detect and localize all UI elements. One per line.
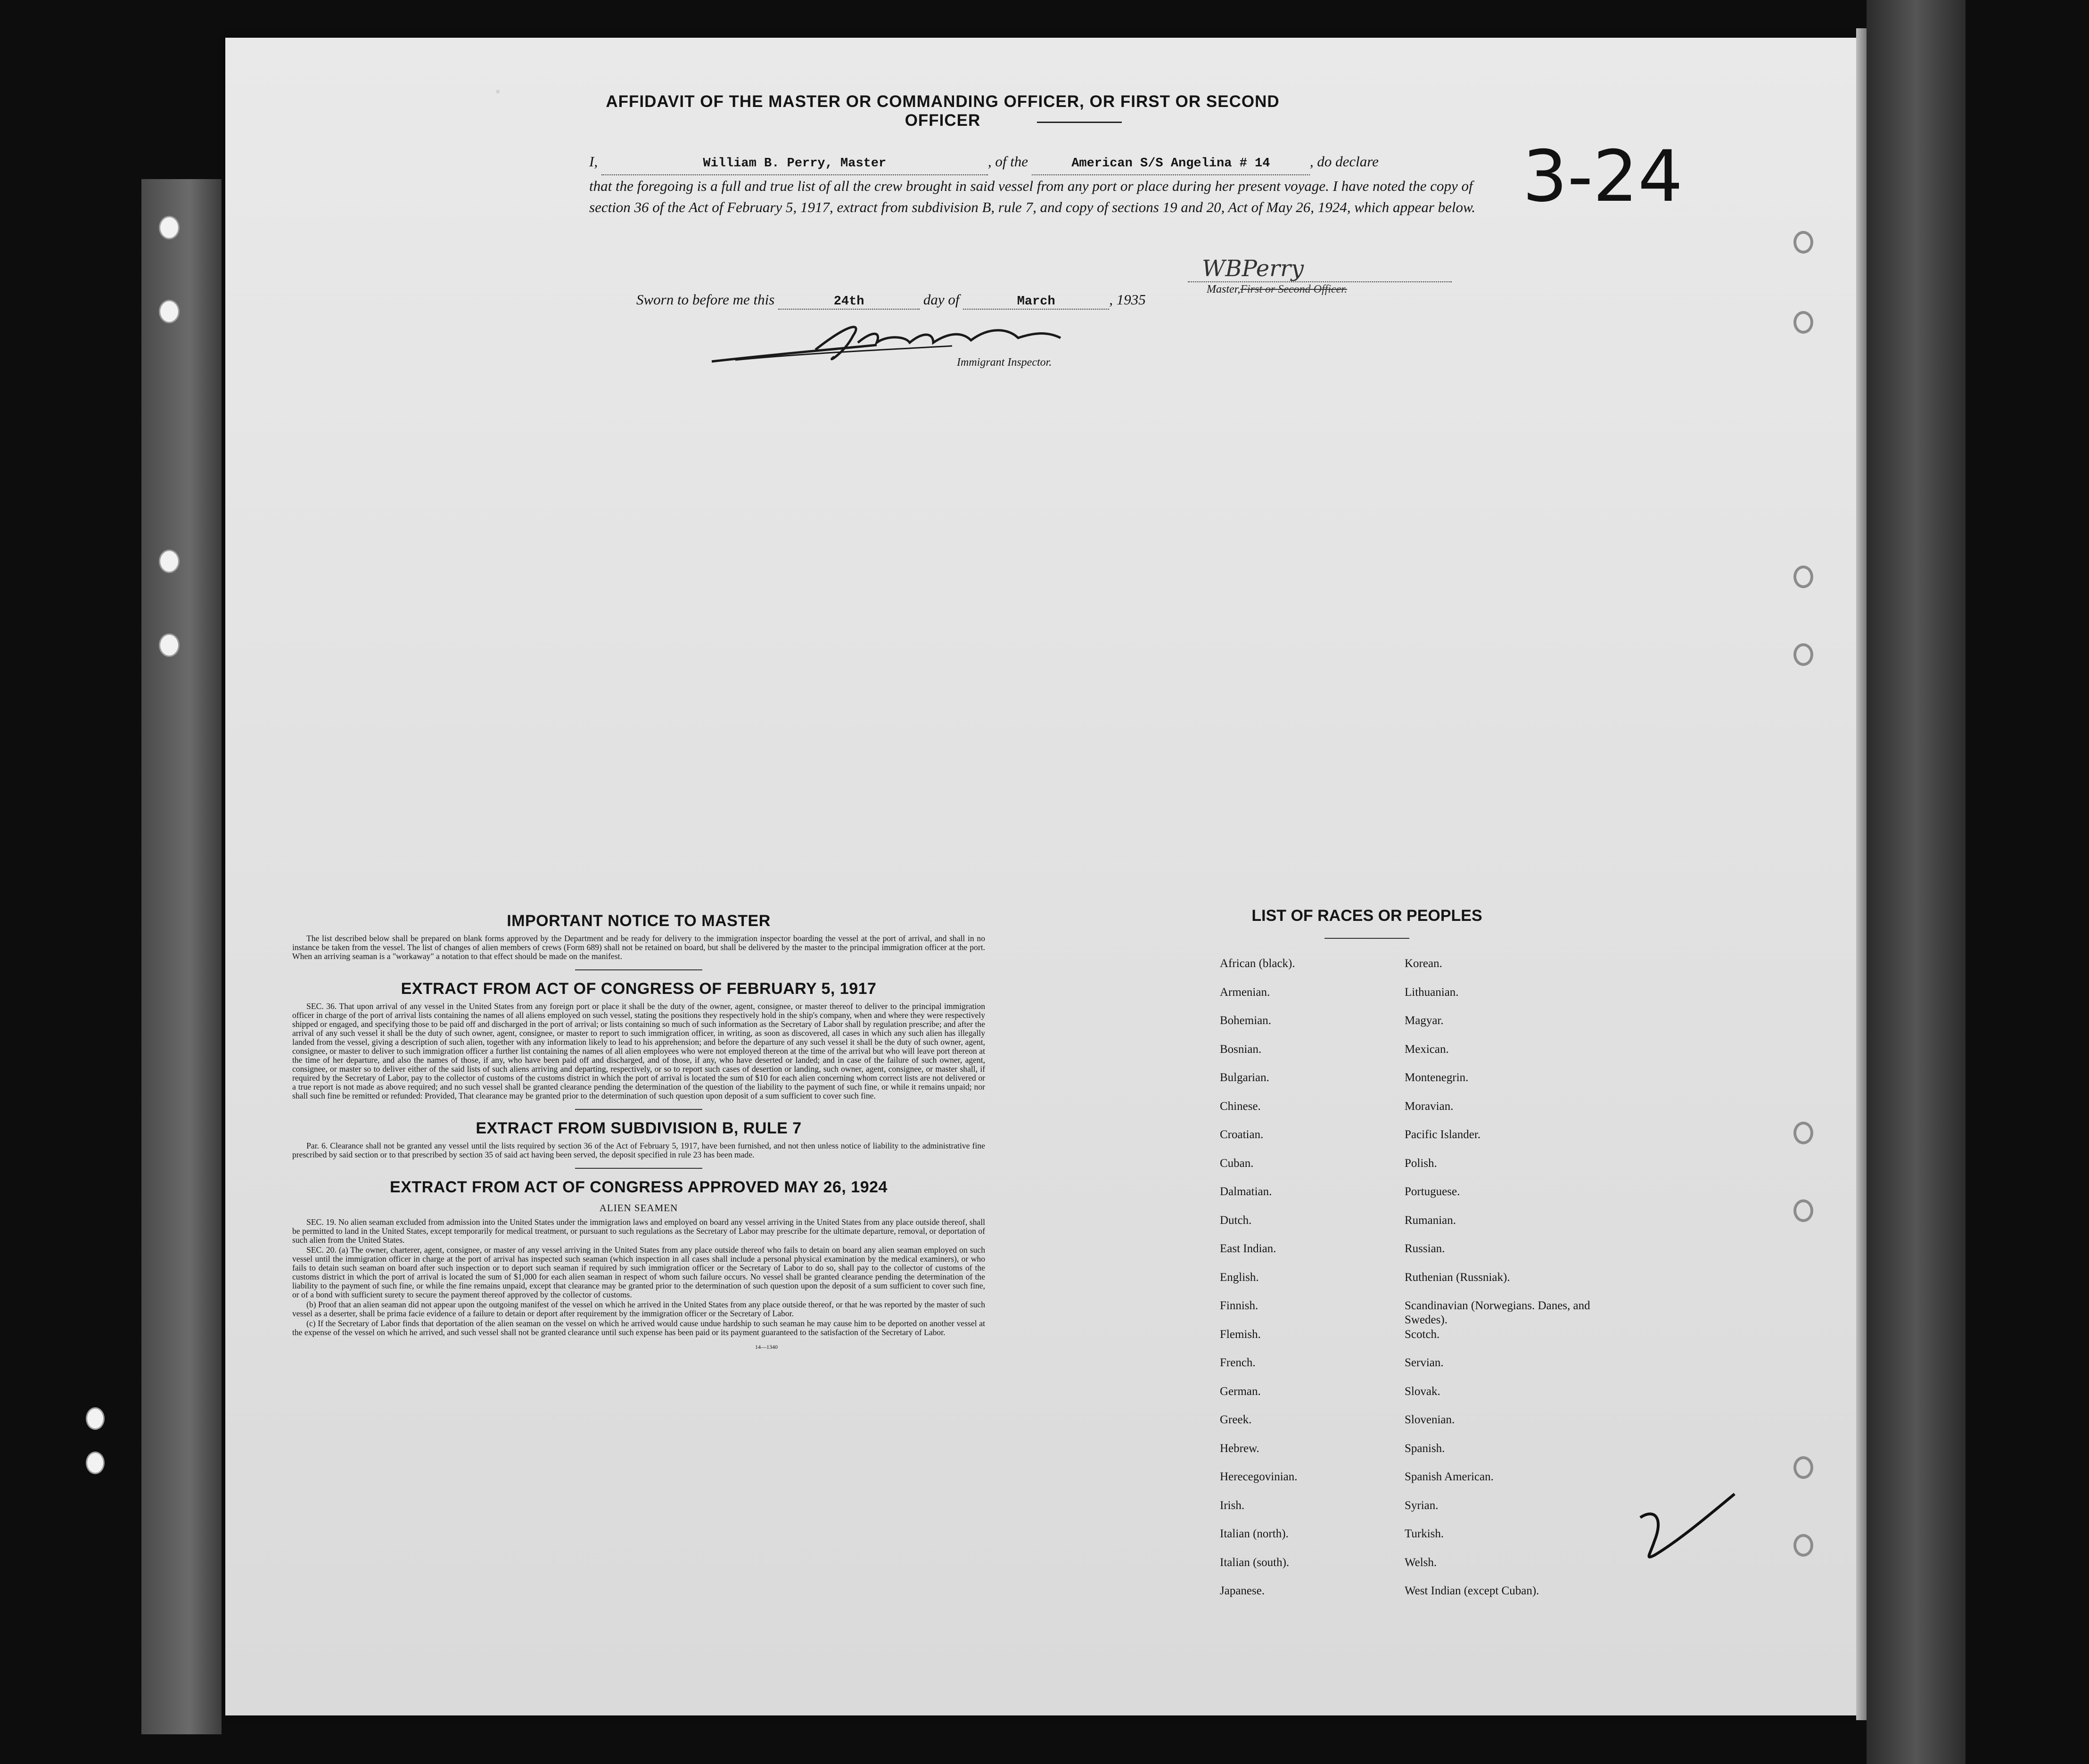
rule7-title: EXTRACT FROM SUBDIVISION B, RULE 7 (476, 1119, 802, 1137)
sec19-text: SEC. 19. No alien seaman excluded from admission into the United States under the immigration laws and employed on board any vessel arriving in the United States from any place outside thereof, shall be permitted to land in the United States, except temporarily for medical treatment, or pursuant to such regulations as the Secretary of Labor may prescribe for the ultimate departure, removal, or deportation of such alien from the United States. (292, 1217, 985, 1245)
punch-hole (86, 1407, 105, 1430)
race-item: Mexican. (1405, 1042, 1449, 1056)
race-item: Montenegrin. (1405, 1071, 1469, 1084)
race-item: English. (1220, 1271, 1259, 1284)
inspector-title: Immigrant Inspector. (957, 356, 1052, 369)
title-divider (1037, 122, 1122, 123)
rule7-text: Par. 6. Clearance shall not be granted any vessel until the lists required by section 36 of the Act of February 5, 1917, have been furnished, and not then unless notice of liability to the administrative fine prescribed by said section or to that prescribed by section 35 of said act having been served, the deposit specified in rule 23 has been made. (292, 1141, 985, 1159)
races-divider (1324, 938, 1409, 939)
race-item: Servian. (1405, 1356, 1444, 1369)
section-divider (575, 1168, 702, 1169)
master-name-field: William B. Perry, Master (601, 153, 988, 175)
sworn-day-field: 24th (778, 295, 920, 310)
race-item: Croatian. (1220, 1128, 1264, 1141)
race-item: Moravian. (1405, 1099, 1454, 1113)
race-item: African (black). (1220, 957, 1295, 970)
race-item: Cuban. (1220, 1157, 1254, 1170)
punch-hole-ring (1793, 231, 1813, 254)
section-divider (575, 1109, 702, 1110)
affidavit-of: , of the (987, 153, 1028, 170)
race-item: Syrian. (1405, 1499, 1439, 1512)
bleed-through-text: . (495, 85, 504, 110)
sworn-statement: Sworn to before me this 24th day of March , 1935 (636, 291, 1146, 309)
punch-hole-ring (1793, 643, 1813, 666)
race-item: Spanish American. (1405, 1470, 1494, 1483)
sec20b-text: (b) Proof that an alien seaman did not appear upon the outgoing manifest of the vessel on which he arrived in the United States from any place outside thereof, or that he was reported by the master of such vessel as a deserter, shall be prima facie evidence of a failure to detain or deport after requirement by the immigration officer or the Secretary of Labor. (292, 1300, 985, 1318)
punch-hole-ring (1793, 1122, 1813, 1144)
affidavit-declaration-text: that the foregoing is a full and true list of all the crew brought in said vessel from any port or place during her present voyage. I have noted the copy of section 36 of the Act of February 5, 1917, extract from subdivision B, rule 7, and copy of sections 19 and 20, Act of May 26, 1924, which appear below. (589, 178, 1476, 215)
affidavit-title: AFFIDAVIT OF THE MASTER OR COMMANDING OFFICER, OR FIRST OR SECOND OFFICER (606, 92, 1280, 130)
notice-title: IMPORTANT NOTICE TO MASTER (507, 912, 771, 930)
race-item: Armenian. (1220, 985, 1270, 999)
binder-strip-right (1867, 0, 1966, 1764)
race-item: Finnish. (1220, 1299, 1258, 1312)
races-list-col1 (1220, 957, 1371, 1613)
race-item: Dutch. (1220, 1214, 1252, 1227)
document-page (225, 38, 1856, 1715)
race-item: Herecegovinian. (1220, 1470, 1298, 1483)
punch-hole-ring (1793, 566, 1813, 588)
signer-title: Master,First or Second Officer. (1207, 283, 1347, 295)
race-item: Rumanian. (1405, 1214, 1456, 1227)
punch-hole (159, 550, 180, 573)
sworn-year: 35 (1131, 291, 1146, 308)
race-item: West Indian (except Cuban). (1405, 1584, 1539, 1597)
race-item: Bohemian. (1220, 1014, 1272, 1027)
race-item: Slovenian. (1405, 1413, 1455, 1426)
race-item: Flemish. (1220, 1328, 1261, 1341)
race-item: Scotch. (1405, 1328, 1440, 1341)
notice-text: The list described below shall be prepared on blank forms approved by the Department and be ready for delivery to the immigration inspector boarding the vessel at the port of arrival, and shall in no instance be taken from the vessel. The list of changes of alien members of crews (Form 689) shall not be retained on board, but shall be delivered by the master to the principal immigration officer at the port. When an arriving seaman is a "workaway" a notation to that effect should be made on the manifest. (292, 934, 985, 961)
punch-hole-ring (1793, 1199, 1813, 1222)
punch-hole-ring (1793, 1456, 1813, 1479)
punch-hole (159, 633, 180, 657)
race-item: French. (1220, 1356, 1256, 1369)
handwritten-date-note: 3-24 (1522, 136, 1683, 218)
race-item: Spanish. (1405, 1442, 1445, 1455)
page-edge (1856, 28, 1867, 1720)
extract-1917-title: EXTRACT FROM ACT OF CONGRESS OF FEBRUARY 5, 1917 (401, 980, 877, 998)
race-item: Italian (north). (1220, 1527, 1289, 1540)
race-item: German. (1220, 1385, 1261, 1398)
race-item: Chinese. (1220, 1099, 1261, 1113)
race-item: Hebrew. (1220, 1442, 1259, 1455)
race-item: Dalmatian. (1220, 1185, 1272, 1198)
races-list-col2 (1405, 957, 1603, 1613)
race-item: Portuguese. (1405, 1185, 1460, 1198)
sec20a-text: SEC. 20. (a) The owner, charterer, agent, consignee, or master of any vessel arriving in the United States from any place outside thereof who fails to detain on board any alien seaman employed on such vessel until the immigration officer in charge at the port of arrival has inspected such seaman (which inspection in all cases shall include a personal physical examination by the medical examiners), or who fails to detain such seaman on board after such inspection or to deport such seaman if required by such immigration officer or the Secretary of Labor to do so, shall pay to the collector of customs of the customs district in which the port of arrival is located the sum of $1,000 for each alien seaman in respect of whom such failure occurs. No vessel shall be granted clearance pending the determination of the liability to the payment of such fine, or while the fine remains unpaid, except that clearance may be granted prior to the determination of such question upon the deposit of a sum sufficient to cover such fine, or of a bond with sufficient surety to secure the payment thereof approved by the collector of customs. (292, 1245, 985, 1299)
sec20c-text: (c) If the Secretary of Labor finds that deportation of the alien seaman on the vessel on which he arrived would cause undue hardship to such seaman he may cause him to be deported on another vessel at the expense of the vessel on which he arrived, and such vessel shall not be granted clearance until such expense has been paid or its payment guaranteed to the satisfaction of the Secretary of Labor. (292, 1319, 985, 1337)
affidavit-prefix: I, (589, 153, 598, 170)
race-item: Pacific Islander. (1405, 1128, 1481, 1141)
race-item: Welsh. (1405, 1556, 1437, 1569)
race-item: Japanese. (1220, 1584, 1265, 1597)
races-title: LIST OF RACES OR PEOPLES (1251, 907, 1482, 925)
race-item: Turkish. (1405, 1527, 1444, 1540)
race-item: Scandinavian (Norwegians. Danes, and Swedes). (1405, 1299, 1590, 1326)
extract-1917-text: SEC. 36. That upon arrival of any vessel in the United States from any foreign port or place it shall be the duty of the owner, agent, consignee, or master thereof to deliver to the principal immigration officer in charge of the port of arrival lists containing the names of all aliens employed on such vessel, stating the positions they respectively hold in the ship's company, when and where they were respectively shipped or engaged, and specifying those to be paid off and discharged in the port of arrival; or lists containing so much of such information as the Secretary of Labor shall by regulation prescribe; and after the arrival of any such vessel it shall be the duty of such owner, agent, consignee, or master to report to such immigration officer, in writing, as soon as discovered, all cases in which any such alien has illegally landed from the vessel, giving a description of such alien, together with any information likely to lead to his apprehension; and before the departure of any such vessel it shall be the duty of such owner, agent, consignee, or master to deliver to such immigration officer a further list containing the names of all alien employees who were not employed thereon at the time of the arrival but who will leave port thereon at the time of her departure, and also the names of those, if any, who have been paid off and discharged, and of those, if any, who have deserted or landed; and in case of the failure of such owner, agent, consignee, or master so to deliver either of the said lists of such aliens arriving and departing, respectively, or so to report such cases of desertion or landing, such owner, agent, consignee, or master shall, if required by the Secretary of Labor, pay to the collector of customs of the customs district in which the port of arrival is located the sum of $10 for each alien concerning whom correct lists are not delivered or a true report is not made as above required; and no such vessel shall be granted clearance pending the determination of the question of the liability to the payment of such fine, or while it remains unpaid; nor shall such fine be remitted or refunded: Provided, That clearance may be granted prior to the determination of such question upon deposit of a sum sufficient to cover such fine. (292, 1001, 985, 1100)
punch-hole-ring (1793, 1534, 1813, 1557)
affidavit-body (589, 151, 1489, 218)
alien-seamen-subheading: ALIEN SEAMEN (599, 1202, 678, 1214)
race-item: East Indian. (1220, 1242, 1276, 1255)
binder-strip-left (141, 179, 222, 1734)
race-item: Irish. (1220, 1499, 1245, 1512)
sworn-month-field: March (963, 295, 1109, 310)
race-item: Bosnian. (1220, 1042, 1262, 1056)
punch-hole (159, 216, 180, 239)
checkmark-icon (1636, 1489, 1739, 1569)
race-item: Korean. (1405, 957, 1442, 970)
master-signature: WBPerry (1202, 255, 1304, 282)
punch-hole (86, 1452, 105, 1474)
punch-hole-ring (1793, 311, 1813, 334)
race-item: Polish. (1405, 1157, 1437, 1170)
vessel-name-field: American S/S Angelina # 14 (1032, 153, 1310, 175)
punch-hole (159, 300, 180, 323)
extract-1924-title: EXTRACT FROM ACT OF CONGRESS APPROVED MAY 26, 1924 (390, 1178, 888, 1196)
section-divider (575, 969, 702, 970)
signer-title-struck: First or Second Officer. (1240, 283, 1347, 295)
race-item: Magyar. (1405, 1014, 1444, 1027)
race-item: Slovak. (1405, 1385, 1440, 1398)
race-item: Russian. (1405, 1242, 1445, 1255)
affidavit-declare: , do declare (1309, 153, 1379, 170)
race-item: Bulgarian. (1220, 1071, 1269, 1084)
race-item: Greek. (1220, 1413, 1252, 1426)
notice-column (292, 912, 985, 1351)
race-item: Italian (south). (1220, 1556, 1290, 1569)
form-number: 14—1340 (755, 1344, 778, 1350)
race-item: Lithuanian. (1405, 985, 1459, 999)
race-item: Ruthenian (Russniak). (1405, 1271, 1510, 1284)
master-signature-block (1188, 257, 1452, 296)
